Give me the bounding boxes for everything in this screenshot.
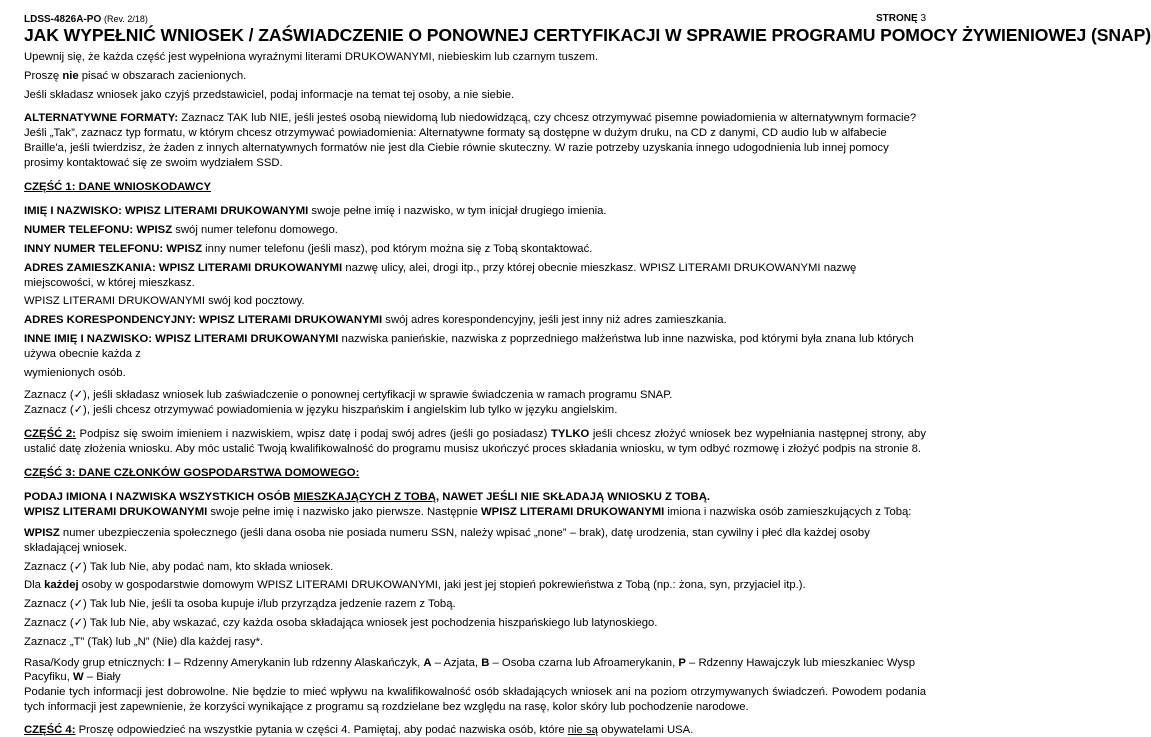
relationship-instruction: Dla każdej osoby w gospodarstwie domowym WPISZ LITERAMI DRUKOWANYMI, jaki jest jej stopień pokrewieństwa z Tobą (np.: żona, syn, przyjaciel itp.).: [24, 579, 806, 592]
form-id: LDSS-4826A-PO (Rev. 2/18): [24, 14, 148, 25]
household-names-instruction: PODAJ IMIONA I NAZWISKA WSZYSTKICH OSÓB MIESZKAJĄCYCH Z TOBĄ, NAWET JEŚLI NIE SKŁADAJĄ WNIOSKU Z TOBĄ.: [24, 491, 711, 504]
part2-paragraph: CZĘŚĆ 2: Podpisz się swoim imieniem i nazwiskiem, wpisz datę i podaj swój adres (jeśli go posiadasz) TYLKO jeśli chcesz złożyć wniosek bez wypełniania następnej strony, aby ustalić datę złożenia wniosku. Aby móc ustalić Twoją kwalifikowalność do programu musisz ukończyć proces składania wniosku, w tym odbyć rozmowę i złożyć podpis na stronie 8.: [24, 427, 926, 455]
part2-heading: CZĘŚĆ 2:: [24, 427, 76, 440]
mailing-address-instruction: ADRES KORESPONDENCYJNY: WPISZ LITERAMI DRUKOWANYMI swój adres korespondencyjny, jeśli jest inny niż adres zamieszkania.: [24, 314, 727, 327]
alt-formats-paragraph: ALTERNATYWNE FORMATY: Zaznacz TAK lub NIE, jeśli jesteś osobą niewidomą lub niedowidzącą, czy chcesz otrzymywać pisemne powiadomienia w alternatywnym formacie? Jeśli „Tak”, zaznacz typ formatu, w którym chcesz otrzymywać powiadomienia: Alternatywne formaty są dostępne w dużym druku, na CD z danymi, CD audio lub w alfabecie Braille'a, jeśli twierdzisz, że żaden z innych alternatywnych formatów nie jest dla Ciebie równie skuteczny. W razie potrzeby uzyskania innego udogodnienia lub innej pomocy prosimy kontaktować się ze swoim wydziałem SSD.: [24, 112, 917, 169]
part1-heading: CZĘŚĆ 1: DANE WNIOSKODAWCY: [24, 180, 212, 193]
page-indicator: STRONĘ 3: [875, 13, 926, 24]
part3-heading: CZĘŚĆ 3: DANE CZŁONKÓW GOSPODARSTWA DOMOWEGO:: [24, 466, 360, 479]
food-check-instruction: Zaznacz (✓) Tak lub Nie, jeśli ta osoba kupuje i/lub przyrządza jedzenie razem z Tobą.: [24, 598, 456, 611]
phone-instruction: NUMER TELEFONU: WPISZ swój numer telefonu domowego.: [24, 224, 338, 237]
part4-paragraph: CZĘŚĆ 4: Proszę odpowiedzieć na wszystkie pytania w części 4. Pamiętaj, aby podać nazwiska osób, które nie są obywatelami USA.: [24, 723, 694, 736]
household-print-instruction: WPISZ LITERAMI DRUKOWANYMI swoje pełne imię i nazwisko jako pierwsze. Następnie WPISZ LITERAMI DRUKOWANYMI imiona i nazwiska osób zamieszkujących z Tobą:: [24, 506, 912, 519]
voluntary-disclosure: Podanie tych informacji jest dobrowolne. Nie będzie to mieć wpływu na kwalifikowalność osób składających wniosek ani na poziom otrzymywanych świadczeń. Powodem podania tych informacji jest zapewnienie, że korzyści wynikające z programu są rozdzielane bez względu na rasę, kolor skóry lub pochodzenie narodowe.: [24, 686, 926, 713]
intro-line-3: Jeśli składasz wniosek jako czyjś przedstawiciel, podaj informacje na temat tej osoby, a nie siebie.: [24, 88, 515, 101]
name-instruction: IMIĘ I NAZWISKO: WPISZ LITERAMI DRUKOWANYMI swoje pełne imię i nazwisko, w tym inicjał drugiego imienia.: [24, 205, 607, 218]
part4-heading: CZĘŚĆ 4:: [24, 723, 76, 736]
hispanic-check-instruction: Zaznacz (✓) Tak lub Nie, aby wskazać, czy każda osoba składająca wniosek jest pochodzenia hiszpańskiego lub latynoskiego.: [24, 616, 658, 629]
race-codes: Rasa/Kody grup etnicznych: I – Rdzenny Amerykanin lub rdzenny Alaskańczyk, A – Azjata, B – Osoba czarna lub Afroamerykanin, P – Rdzenny Hawajczyk lub mieszkaniec Wysp Pacyfiku, W – Biały: [24, 656, 915, 684]
address-instruction: ADRES ZAMIESZKANIA: WPISZ LITERAMI DRUKOWANYMI nazwę ulicy, alei, drogi itp., przy której obecnie mieszkasz. WPISZ LITERAMI DRUKOWANYMI nazwę miejscowości, w której mieszkasz.: [24, 261, 857, 289]
other-names-instruction: INNE IMIĘ I NAZWISKO: WPISZ LITERAMI DRUKOWANYMI nazwiska panieńskie, nazwiska z poprzedniego małżeństwa lub inne nazwiska, pod którymi była znana lub których używa obecnie każda z: [24, 332, 914, 360]
other-names-instruction-cont: wymienionych osób.: [24, 366, 126, 379]
page-title: JAK WYPEŁNIĆ WNIOSEK / ZAŚWIADCZENIE O PONOWNEJ CERTYFIKACJI W SPRAWIE PROGRAMU POMOCY ŻYWIENIOWEJ (SNAP): [24, 25, 1151, 45]
snap-check-instruction: Zaznacz (✓), jeśli składasz wniosek lub zaświadczenie o ponownej certyfikacji w sprawie świadczenia w ramach programu SNAP.: [24, 389, 673, 402]
intro-line-1: Upewnij się, że każda część jest wypełniona wyraźnymi literami DRUKOWANYMI, niebieskim lub czarnym tuszem.: [24, 51, 599, 63]
race-mark-instruction: Zaznacz „T” (Tak) lub „N” (Nie) dla każdej rasy*.: [24, 635, 264, 648]
intro-line-2: Proszę nie pisać w obszarach zacienionych.: [24, 69, 247, 82]
language-check-instruction: Zaznacz (✓), jeśli chcesz otrzymywać powiadomienia w języku hiszpańskim i angielskim lub tylko w języku angielskim.: [24, 404, 618, 417]
ssn-instruction: WPISZ numer ubezpieczenia społecznego (jeśli dana osoba nie posiada numeru SSN, należy wpisać „none” – brak), datę urodzenia, stan cywilny i płeć dla każdej osoby składającej wniosek.: [24, 526, 870, 554]
other-phone-instruction: INNY NUMER TELEFONU: WPISZ inny numer telefonu (jeśli masz), pod którym można się z Tobą skontaktować.: [24, 242, 593, 255]
zip-instruction: WPISZ LITERAMI DRUKOWANYMI swój kod pocztowy.: [24, 295, 305, 308]
applying-check-instruction: Zaznacz (✓) Tak lub Nie, aby podać nam, kto składa wniosek.: [24, 560, 334, 573]
